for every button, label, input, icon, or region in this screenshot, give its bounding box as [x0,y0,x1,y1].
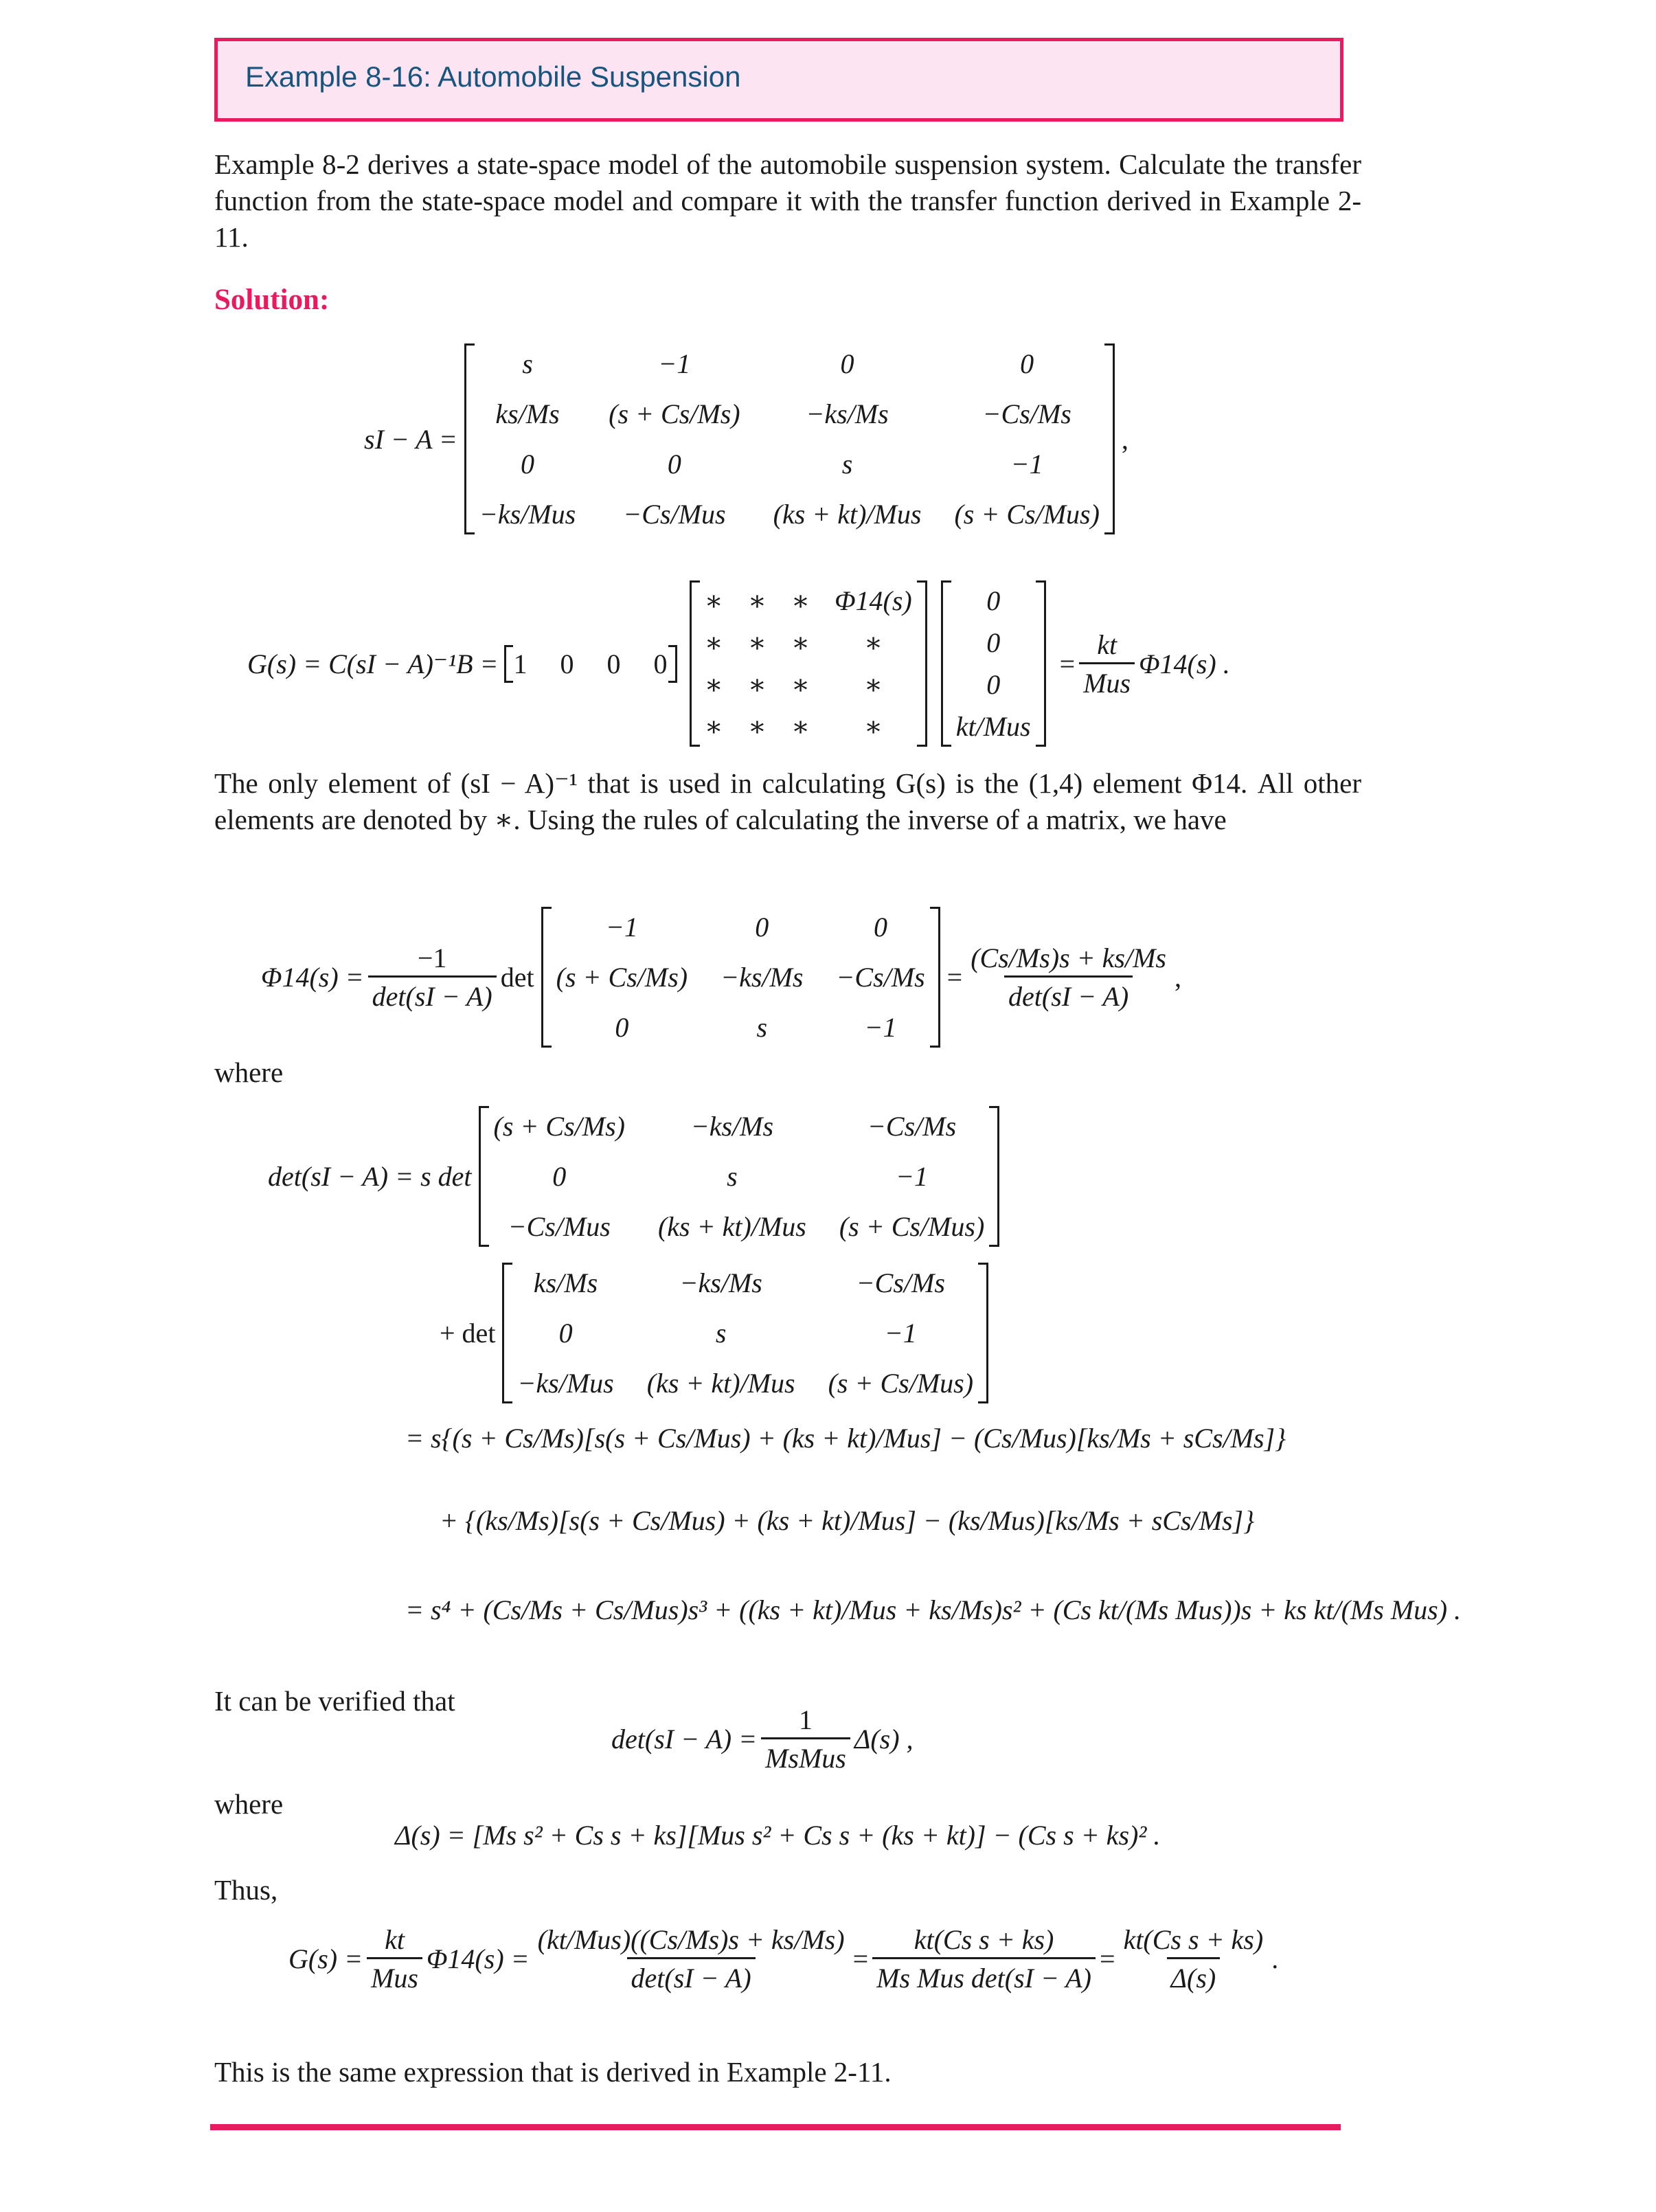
solution-label: Solution: [214,284,330,316]
eq2-num: kt [1097,629,1118,660]
matrix-cell: −Cs/Mus [508,1211,611,1242]
matrix-cell: (ks + kt)/Mus [657,1211,806,1242]
conclusion: This is the same expression that is derived in Example 2-11. [214,2056,892,2088]
matrix-cell: (s + Cs/Ms) [556,962,688,993]
matrix-cell: ∗ [863,711,883,742]
matrix-cell: ∗ [747,627,767,658]
matrix-cell: 0 [986,627,1001,658]
eq1-lhs: sI − A = [364,423,457,455]
matrix-cell: ∗ [704,627,723,658]
equation-gs-state-space: G(s) = C(sI − A)⁻¹B = 1 0 0 0 ∗ ∗ ∗ Φ14(s) ∗ ∗ ∗ ∗ ∗ ∗ ∗ ∗ ∗ ∗ ∗ ∗ 0 0 0 kt/Mus = $\frac{kt}{\text{Mus}}$ Φ14(s) . [247,580,1230,747]
eq7-f4-num: kt(Cs s + ks) [1123,1924,1264,1955]
equation-delta-definition: Δ(s) = [Ms s² + Cs s + ks][Mus s² + Cs s + (ks + kt)] − (Cs s + ks)² . [395,1820,1161,1851]
eq7-f4-den: Δ(s) [1167,1957,1221,1994]
equation-det-expansion-4: + {(ks/Ms)[s(s + Cs/Mus) + (ks + kt)/Mus] − (ks/Mus)[ks/Ms + sCs/Ms]} [440,1505,1255,1536]
problem-statement: Example 8-2 derives a state-space model of the automobile suspension system. Calculate the transfer function from the state-space model and compare it with the transfer function derived in Example 2-11. [214,148,1361,253]
matrix-cell: 0 [840,348,854,379]
eq5-den: MsMus [761,1737,850,1774]
paragraph-phi14-explanation: The only element of (sI − A)⁻¹ that is used in calculating G(s) is the (1,4) element Φ14. All other elements are denoted by ∗. Using the rules of calculating the inverse of a matrix, we have [214,767,1361,835]
matrix-cell: −ks/Ms [679,1267,762,1298]
eq7-f2-num: (kt/Mus)((Cs/Ms)s + ks/Ms) [537,1924,845,1955]
equation-det-expansion-3: = s{(s + Cs/Ms)[s(s + Cs/Mus) + (ks + kt)/Mus] − (Cs/Mus)[ks/Ms + sCs/Ms]} [405,1423,1286,1454]
matrix-cell: s [727,1161,738,1192]
eq7-f3-den: Ms Mus det(sI − A) [872,1957,1096,1994]
matrix-cell: (s + Cs/Mus) [828,1368,974,1399]
matrix-cell: ∗ [791,627,810,658]
eq7-fraction-1 [367,1923,422,1994]
matrix-cell: −Cs/Ms [836,962,925,993]
matrix-cell: −1 [605,912,638,943]
matrix-cell: −1 [896,1161,929,1192]
matrix-cell: ks/Ms [495,398,560,429]
matrix-cell: 0 [558,1318,573,1348]
c-row-cell: 0 [560,648,574,679]
matrix-cell: s [715,1318,727,1348]
eq7-fraction-2 [534,1923,849,1994]
matrix-cell: −Cs/Ms [856,1267,945,1298]
matrix-cell: 0 [521,449,535,479]
matrix-cell: −Cs/Ms [867,1111,957,1142]
eq2-fraction [1079,629,1135,699]
matrix-cell: 0 [874,912,888,943]
matrix-cell: 0 [667,449,681,479]
matrix-cell: s [841,449,853,479]
equation-det-expansion-2 [440,1263,995,1403]
matrix-cell: −ks/Ms [721,962,804,993]
bottom-rule [210,2124,1341,2130]
eq5-tail: Δ(s) , [854,1724,914,1754]
matrix-cell: −ks/Ms [806,398,889,429]
eq3-lhs: Φ14(s) = [261,962,364,993]
eq3-rhs-num: (Cs/Ms)s + ks/Ms [971,943,1166,973]
matrix-cell: kt/Mus [955,711,1031,742]
equation-phi14: Φ14(s) = $\frac{-1}{\det(sI - A)}$ det −1 0 0 (s + Cs/Ms) −ks/Ms −Cs/Ms 0 s −1 = $\frac{(Cs/Ms)s + ks/Ms}{\det(sI - A)}$ , [261,907,1181,1048]
matrix-cell: ∗ [791,711,810,742]
matrix-cell: 0 [1020,348,1034,379]
eq5-fraction [761,1704,850,1774]
example-title: Example 8-16: Automobile Suspension [245,60,741,93]
matrix-cell: ∗ [704,669,723,700]
eq7-phi: Φ14(s) = [426,1943,530,1974]
matrix-cell: (ks + kt)/Mus [773,499,922,530]
matrix-cell: ∗ [704,585,723,616]
example-header-box [214,38,1343,122]
matrix-cell: 0 [552,1161,567,1192]
matrix-cell: −ks/Mus [517,1368,614,1399]
matrix-cell: (ks + kt)/Mus [646,1368,795,1399]
eq4-lhs: det(sI − A) = s det [268,1161,472,1192]
matrix-cell: ∗ [747,585,767,616]
verified-label: It can be verified that [214,1685,455,1717]
matrix-minor-phi14 [541,907,940,1048]
eq7-f3-num: kt(Cs s + ks) [914,1924,1054,1955]
eq1-trail: , [1121,423,1128,455]
where-label-2: where [214,1788,284,1820]
eq2-den: Mus [1079,662,1135,699]
matrix-cell: −1 [658,348,691,379]
eq3-num: −1 [417,943,447,973]
eq7-f1-den: Mus [367,1957,422,1994]
matrix-cell: −ks/Ms [690,1111,774,1142]
matrix-cell: −1 [884,1318,917,1348]
eq7-fraction-3 [872,1923,1096,1994]
eq3-den: det(sI − A) [368,975,497,1013]
matrix-cell: −Cs/Ms [982,398,1071,429]
matrix-cell: (s + Cs/Ms) [493,1111,625,1142]
matrix-cell: ∗ [704,711,723,742]
matrix-cell: (s + Cs/Ms) [609,398,740,429]
equation-gs-final: G(s) = $\frac{kt}{\text{Mus}}$ Φ14(s) = $\frac{\text{(kt/Mus)((Cs/Ms)s + ks/Ms)}}{\det(sI - A)}$ = $\frac{\text{kt(Cs s + ks)}}{\text{Ms Mus det(sI − A)}}$ = $\frac{\text{kt(Cs s + ks)}}{\Delta(s)}$ . [288,1924,1279,1994]
matrix-si-minus-a [464,343,1115,534]
eq7-lhs: G(s) = [288,1943,363,1974]
matrix-cell: ks/Ms [533,1267,598,1298]
matrix-cell: −1 [864,1012,897,1043]
eq2-lhs: G(s) = C(sI − A)⁻¹B = [247,648,499,679]
equation-det-delta [611,1704,914,1774]
matrix-cell: ∗ [863,669,883,700]
matrix-cell: ∗ [791,669,810,700]
equation-det-polynomial: = s⁴ + (Cs/Ms + Cs/Mus)s³ + ((ks + kt)/Mus + ks/Ms)s² + (Cs kt/(Ms Mus))s + ks kt/(Ms Mus) . [405,1594,1462,1625]
matrix-cell: 0 [986,669,1001,700]
thus-label: Thus, [214,1874,278,1906]
c-row-cell: 0 [653,648,668,679]
eq4-plus-det: + det [440,1318,496,1348]
eq3-rhs-fraction [966,942,1170,1013]
eq3-det: det [500,962,534,993]
matrix-cell: Φ14(s) [835,585,912,616]
b-column-vector [941,580,1046,747]
matrix-cell: ∗ [747,711,767,742]
matrix-det-minor-2 [502,1263,988,1403]
c-row-vector [504,648,677,680]
matrix-cell: s [522,348,533,379]
matrix-cell: 0 [615,1012,629,1043]
matrix-cell: ∗ [747,669,767,700]
eq3-rhs-den: det(sI − A) [1004,975,1133,1013]
eq7-f2-den: det(sI − A) [627,1957,756,1994]
matrix-det-minor-1 [479,1106,1000,1247]
matrix-cell: ∗ [791,585,810,616]
matrix-cell: ∗ [863,627,883,658]
eq5-lhs: det(sI − A) = [611,1724,758,1754]
eq7-fraction-4 [1120,1923,1268,1994]
c-row-cell: 0 [606,648,621,679]
matrix-cell: −ks/Mus [479,499,576,530]
matrix-cell: (s + Cs/Mus) [954,499,1100,530]
equation-si-minus-a [364,343,1128,534]
matrix-cell: 0 [986,585,1001,616]
matrix-cell: (s + Cs/Mus) [839,1211,985,1242]
matrix-cell: s [756,1012,768,1043]
matrix-cell: 0 [755,912,769,943]
matrix-inverse-stars [690,580,927,747]
eq5-num: 1 [798,1704,813,1735]
eq7-f1-num: kt [385,1924,405,1955]
where-label-1: where [214,1057,284,1088]
eq3-fraction [368,942,497,1013]
eq2-tail: Φ14(s) . [1139,648,1230,679]
equation-det-expansion-1 [268,1106,1006,1247]
matrix-cell: −1 [1010,449,1043,479]
eq7-trail: . [1271,1943,1279,1974]
eq3-trail: , [1174,962,1181,993]
matrix-cell: −Cs/Mus [623,499,726,530]
c-row-cell: 1 [513,648,528,679]
